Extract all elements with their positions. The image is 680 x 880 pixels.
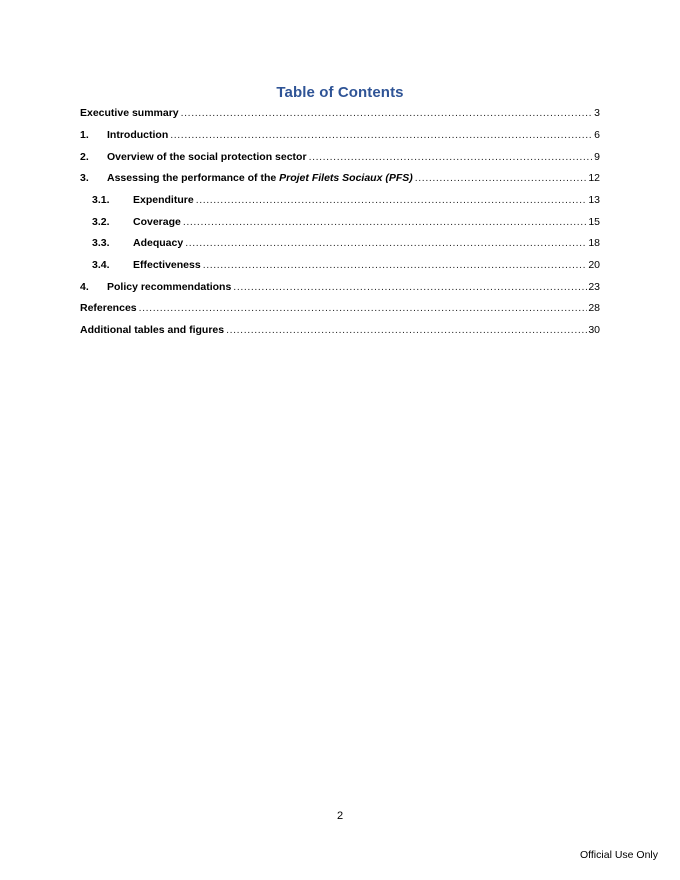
toc-entry-policy-recommendations[interactable]	[80, 279, 600, 295]
toc-page-number: 13	[588, 194, 600, 206]
toc-page-number: 23	[588, 281, 600, 293]
toc-entry-assessing-performance[interactable]	[80, 170, 600, 186]
toc-entry-number: 3.4.	[92, 259, 110, 271]
toc-page-number: 15	[588, 216, 600, 228]
toc-entry-label: Additional tables and figures	[80, 324, 225, 336]
toc-entry-number: 4.	[80, 281, 89, 293]
toc-entry-coverage[interactable]	[92, 214, 600, 230]
toc-entry-label: Coverage	[133, 216, 181, 228]
toc-entry-label: Executive summary	[80, 107, 179, 119]
toc-entry-executive-summary[interactable]	[80, 105, 600, 121]
toc-page-number: 20	[588, 259, 600, 271]
toc-title: Table of Contents	[276, 84, 404, 101]
toc-leader-dots	[170, 127, 593, 143]
toc-entry-label: References	[80, 302, 137, 314]
toc-page-number: 18	[588, 237, 600, 249]
toc-entry-introduction[interactable]	[80, 127, 600, 143]
toc-entry-adequacy[interactable]	[92, 235, 600, 251]
footer-classification-note: Official Use Only	[580, 849, 658, 861]
toc-leader-dots	[203, 257, 588, 273]
toc-leader-dots	[233, 279, 587, 295]
toc-entry-label-text: Assessing the performance of the	[107, 172, 280, 184]
toc-entry-label: Overview of the social protection sector	[107, 151, 307, 163]
toc-entry-label: Expenditure	[133, 194, 194, 206]
toc-leader-dots	[415, 170, 588, 186]
toc-page-number: 9	[594, 151, 600, 163]
toc-entry-label-italic: Projet Filets Sociaux (PFS)	[279, 172, 413, 184]
toc-entry-references[interactable]	[80, 300, 600, 316]
toc-leader-dots	[181, 105, 594, 121]
toc-entry-additional-tables[interactable]	[80, 322, 600, 338]
toc-page-number: 30	[588, 324, 600, 336]
toc-page-number: 6	[594, 129, 600, 141]
toc-entry-effectiveness[interactable]	[92, 257, 600, 273]
toc-entry-number: 3.3.	[92, 237, 110, 249]
toc-leader-dots	[139, 300, 588, 316]
toc-leader-dots	[183, 214, 587, 230]
toc-leader-dots	[309, 149, 594, 165]
toc-leader-dots	[185, 235, 587, 251]
toc-entry-number: 3.1.	[92, 194, 110, 206]
toc-page-number: 3	[594, 107, 600, 119]
toc-leader-dots	[196, 192, 588, 208]
toc-entry-number: 1.	[80, 129, 89, 141]
toc-entry-overview[interactable]	[80, 149, 600, 165]
toc-entry-label: Adequacy	[133, 237, 184, 249]
toc-entry-number: 2.	[80, 151, 89, 163]
toc-entry-number: 3.2.	[92, 216, 110, 228]
toc-page-number: 12	[588, 172, 600, 184]
toc-entry-label: Effectiveness	[133, 259, 201, 271]
toc-entry-number: 3.	[80, 172, 89, 184]
page-number: 2	[336, 810, 344, 822]
toc-entry-label: Introduction	[107, 129, 169, 141]
toc-page-number: 28	[588, 302, 600, 314]
toc-entry-label: Policy recommendations	[107, 281, 232, 293]
toc-entry-expenditure[interactable]	[92, 192, 600, 208]
toc-entry-label	[107, 170, 413, 186]
toc-leader-dots	[226, 322, 587, 338]
